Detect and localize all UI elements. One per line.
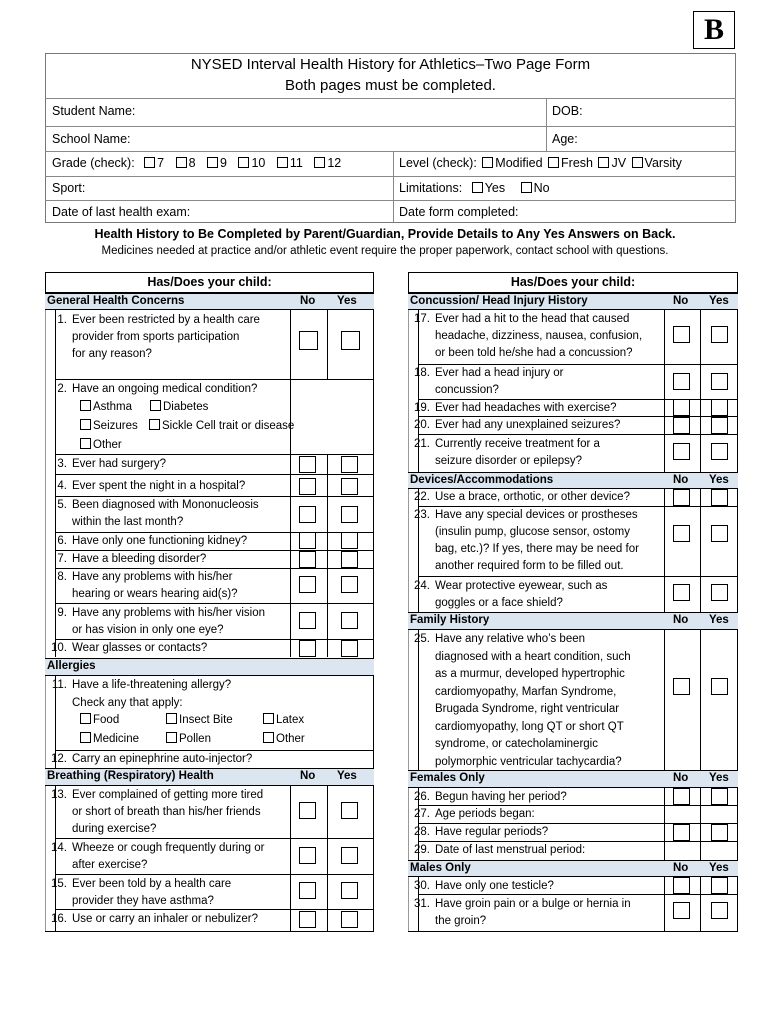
left-table-header: Has/Does your child: [45,272,374,293]
q10-no-checkbox[interactable] [299,640,316,657]
limitations-label: Limitations: [399,181,463,195]
q13-yes-checkbox[interactable] [341,802,358,819]
q1-no-checkbox[interactable] [299,331,318,350]
q11-option-pollen: Pollen [164,732,211,745]
q19-no-checkbox[interactable] [673,399,690,416]
asthma-checkbox[interactable] [80,400,91,411]
insect-bite-checkbox[interactable] [166,713,177,724]
q7-yes-checkbox[interactable] [341,551,358,568]
form-title: NYSED Interval Health History for Athletics–Two Page Form [190,56,591,73]
level-fresh-checkbox[interactable] [548,157,559,168]
section-devices: Devices/Accommodations No Yes [408,472,738,489]
limitations-field: Limitations: Yes No [399,181,550,195]
other-allergy-checkbox[interactable] [263,732,274,743]
instructions-line1: Health History to Be Completed by Parent/Guardian, Provide Details to Any Yes Answers on Back. [94,227,676,241]
section-females-only: Females Only No Yes [408,770,738,788]
q8-yes-checkbox[interactable] [341,576,358,593]
q8-no-checkbox[interactable] [299,576,316,593]
q2-option-sickle-cell: Sickle Cell trait or disease [147,419,294,432]
q10-yes-checkbox[interactable] [341,640,358,657]
q2-option-seizures: Seizures [78,419,138,432]
level-jv-checkbox[interactable] [598,157,609,168]
q4-yes-checkbox[interactable] [341,478,358,495]
date-completed-field[interactable]: Date form completed: [399,205,519,219]
right-table-header: Has/Does your child: [408,272,738,293]
q21-yes-checkbox[interactable] [711,443,728,460]
q17-yes-checkbox[interactable] [711,326,728,343]
q11-option-insect-bite: Insect Bite [164,713,233,726]
grade-11-checkbox[interactable] [277,157,288,168]
grade-label: Grade (check): [52,156,135,170]
grade-9-checkbox[interactable] [207,157,218,168]
q16-no-checkbox[interactable] [299,911,316,928]
q18-yes-checkbox[interactable] [711,373,728,390]
q11-option-latex: Latex [261,713,304,726]
q24-no-checkbox[interactable] [673,584,690,601]
q19-yes-checkbox[interactable] [711,399,728,416]
q4-no-checkbox[interactable] [299,478,316,495]
section-concussion: Concussion/ Head Injury History No Yes [408,293,738,310]
q14-yes-checkbox[interactable] [341,847,358,864]
grade-8-checkbox[interactable] [176,157,187,168]
q24-yes-checkbox[interactable] [711,584,728,601]
q9-yes-checkbox[interactable] [341,612,358,629]
level-varsity-checkbox[interactable] [632,157,643,168]
form-letter: B [693,11,735,49]
q2-option-other: Other [78,438,122,451]
food-allergy-checkbox[interactable] [80,713,91,724]
latex-checkbox[interactable] [263,713,274,724]
q30-no-checkbox[interactable] [673,877,690,894]
q6-no-checkbox[interactable] [299,532,316,549]
q22-yes-checkbox[interactable] [711,489,728,506]
q31-yes-checkbox[interactable] [711,902,728,919]
q31-no-checkbox[interactable] [673,902,690,919]
q6-yes-checkbox[interactable] [341,532,358,549]
section-breathing: Breathing (Respiratory) Health No Yes [45,768,374,786]
section-allergies: Allergies [45,658,374,676]
q11-option-other: Other [261,732,305,745]
q2-option-diabetes: Diabetes [148,400,208,413]
q25-no-checkbox[interactable] [673,678,690,695]
student-name-field[interactable]: Student Name: [52,104,136,118]
sickle-cell-checkbox[interactable] [149,419,160,430]
q5-no-checkbox[interactable] [299,506,316,523]
q9-no-checkbox[interactable] [299,612,316,629]
q14-no-checkbox[interactable] [299,847,316,864]
q28-no-checkbox[interactable] [673,824,690,841]
pollen-checkbox[interactable] [166,732,177,743]
dob-field[interactable]: DOB: [552,104,583,118]
q2-option-asthma: Asthma [78,400,132,413]
level-field: Level (check): Modified Fresh JV Varsity [399,156,682,170]
question-1: 1. Ever been restricted by a health care provider from sports participation for any reason? [57,314,260,360]
q20-yes-checkbox[interactable] [711,417,728,434]
form-subtitle: Both pages must be completed. [285,77,496,94]
grade-7-checkbox[interactable] [144,157,155,168]
level-label: Level (check): [399,156,477,170]
section-family-history: Family History No Yes [408,612,738,630]
q15-no-checkbox[interactable] [299,882,316,899]
q18-no-checkbox[interactable] [673,373,690,390]
q13-no-checkbox[interactable] [299,802,316,819]
grade-field: Grade (check): 7 8 9 10 11 12 [52,156,342,170]
q20-no-checkbox[interactable] [673,417,690,434]
grade-10-checkbox[interactable] [238,157,249,168]
q22-no-checkbox[interactable] [673,489,690,506]
sport-field[interactable]: Sport: [52,181,86,195]
q11-option-medicine: Medicine [78,732,139,745]
q30-yes-checkbox[interactable] [711,877,728,894]
q11-option-food: Food [78,713,119,726]
q16-yes-checkbox[interactable] [341,911,358,928]
grade-12-checkbox[interactable] [314,157,325,168]
q21-no-checkbox[interactable] [673,443,690,460]
q23-no-checkbox[interactable] [673,525,690,542]
q26-yes-checkbox[interactable] [711,788,728,805]
q1-yes-checkbox[interactable] [341,331,360,350]
section-general-health: General Health Concerns No Yes [45,293,374,310]
section-males-only: Males Only No Yes [408,860,738,877]
instructions-line2: Medicines needed at practice and/or athletic event require the proper paperwork, contact school with questions. [101,245,669,257]
other-condition-checkbox[interactable] [80,438,91,449]
diabetes-checkbox[interactable] [150,400,161,411]
q3-no-checkbox[interactable] [299,456,316,473]
level-modified-checkbox[interactable] [482,157,493,168]
last-exam-field[interactable]: Date of last health exam: [52,205,191,219]
age-field[interactable]: Age: [552,132,578,146]
limitations-no-checkbox[interactable] [521,182,532,193]
q23-yes-checkbox[interactable] [711,525,728,542]
question-2: 2. Have an ongoing medical condition? [57,383,258,395]
school-name-field[interactable]: School Name: [52,132,131,146]
q17-no-checkbox[interactable] [673,326,690,343]
limitations-yes-checkbox[interactable] [472,182,483,193]
medicine-allergy-checkbox[interactable] [80,732,91,743]
q25-yes-checkbox[interactable] [711,678,728,695]
q26-no-checkbox[interactable] [673,788,690,805]
q28-yes-checkbox[interactable] [711,824,728,841]
q3-yes-checkbox[interactable] [341,456,358,473]
q15-yes-checkbox[interactable] [341,882,358,899]
q7-no-checkbox[interactable] [299,551,316,568]
seizures-checkbox[interactable] [80,419,91,430]
q5-yes-checkbox[interactable] [341,506,358,523]
